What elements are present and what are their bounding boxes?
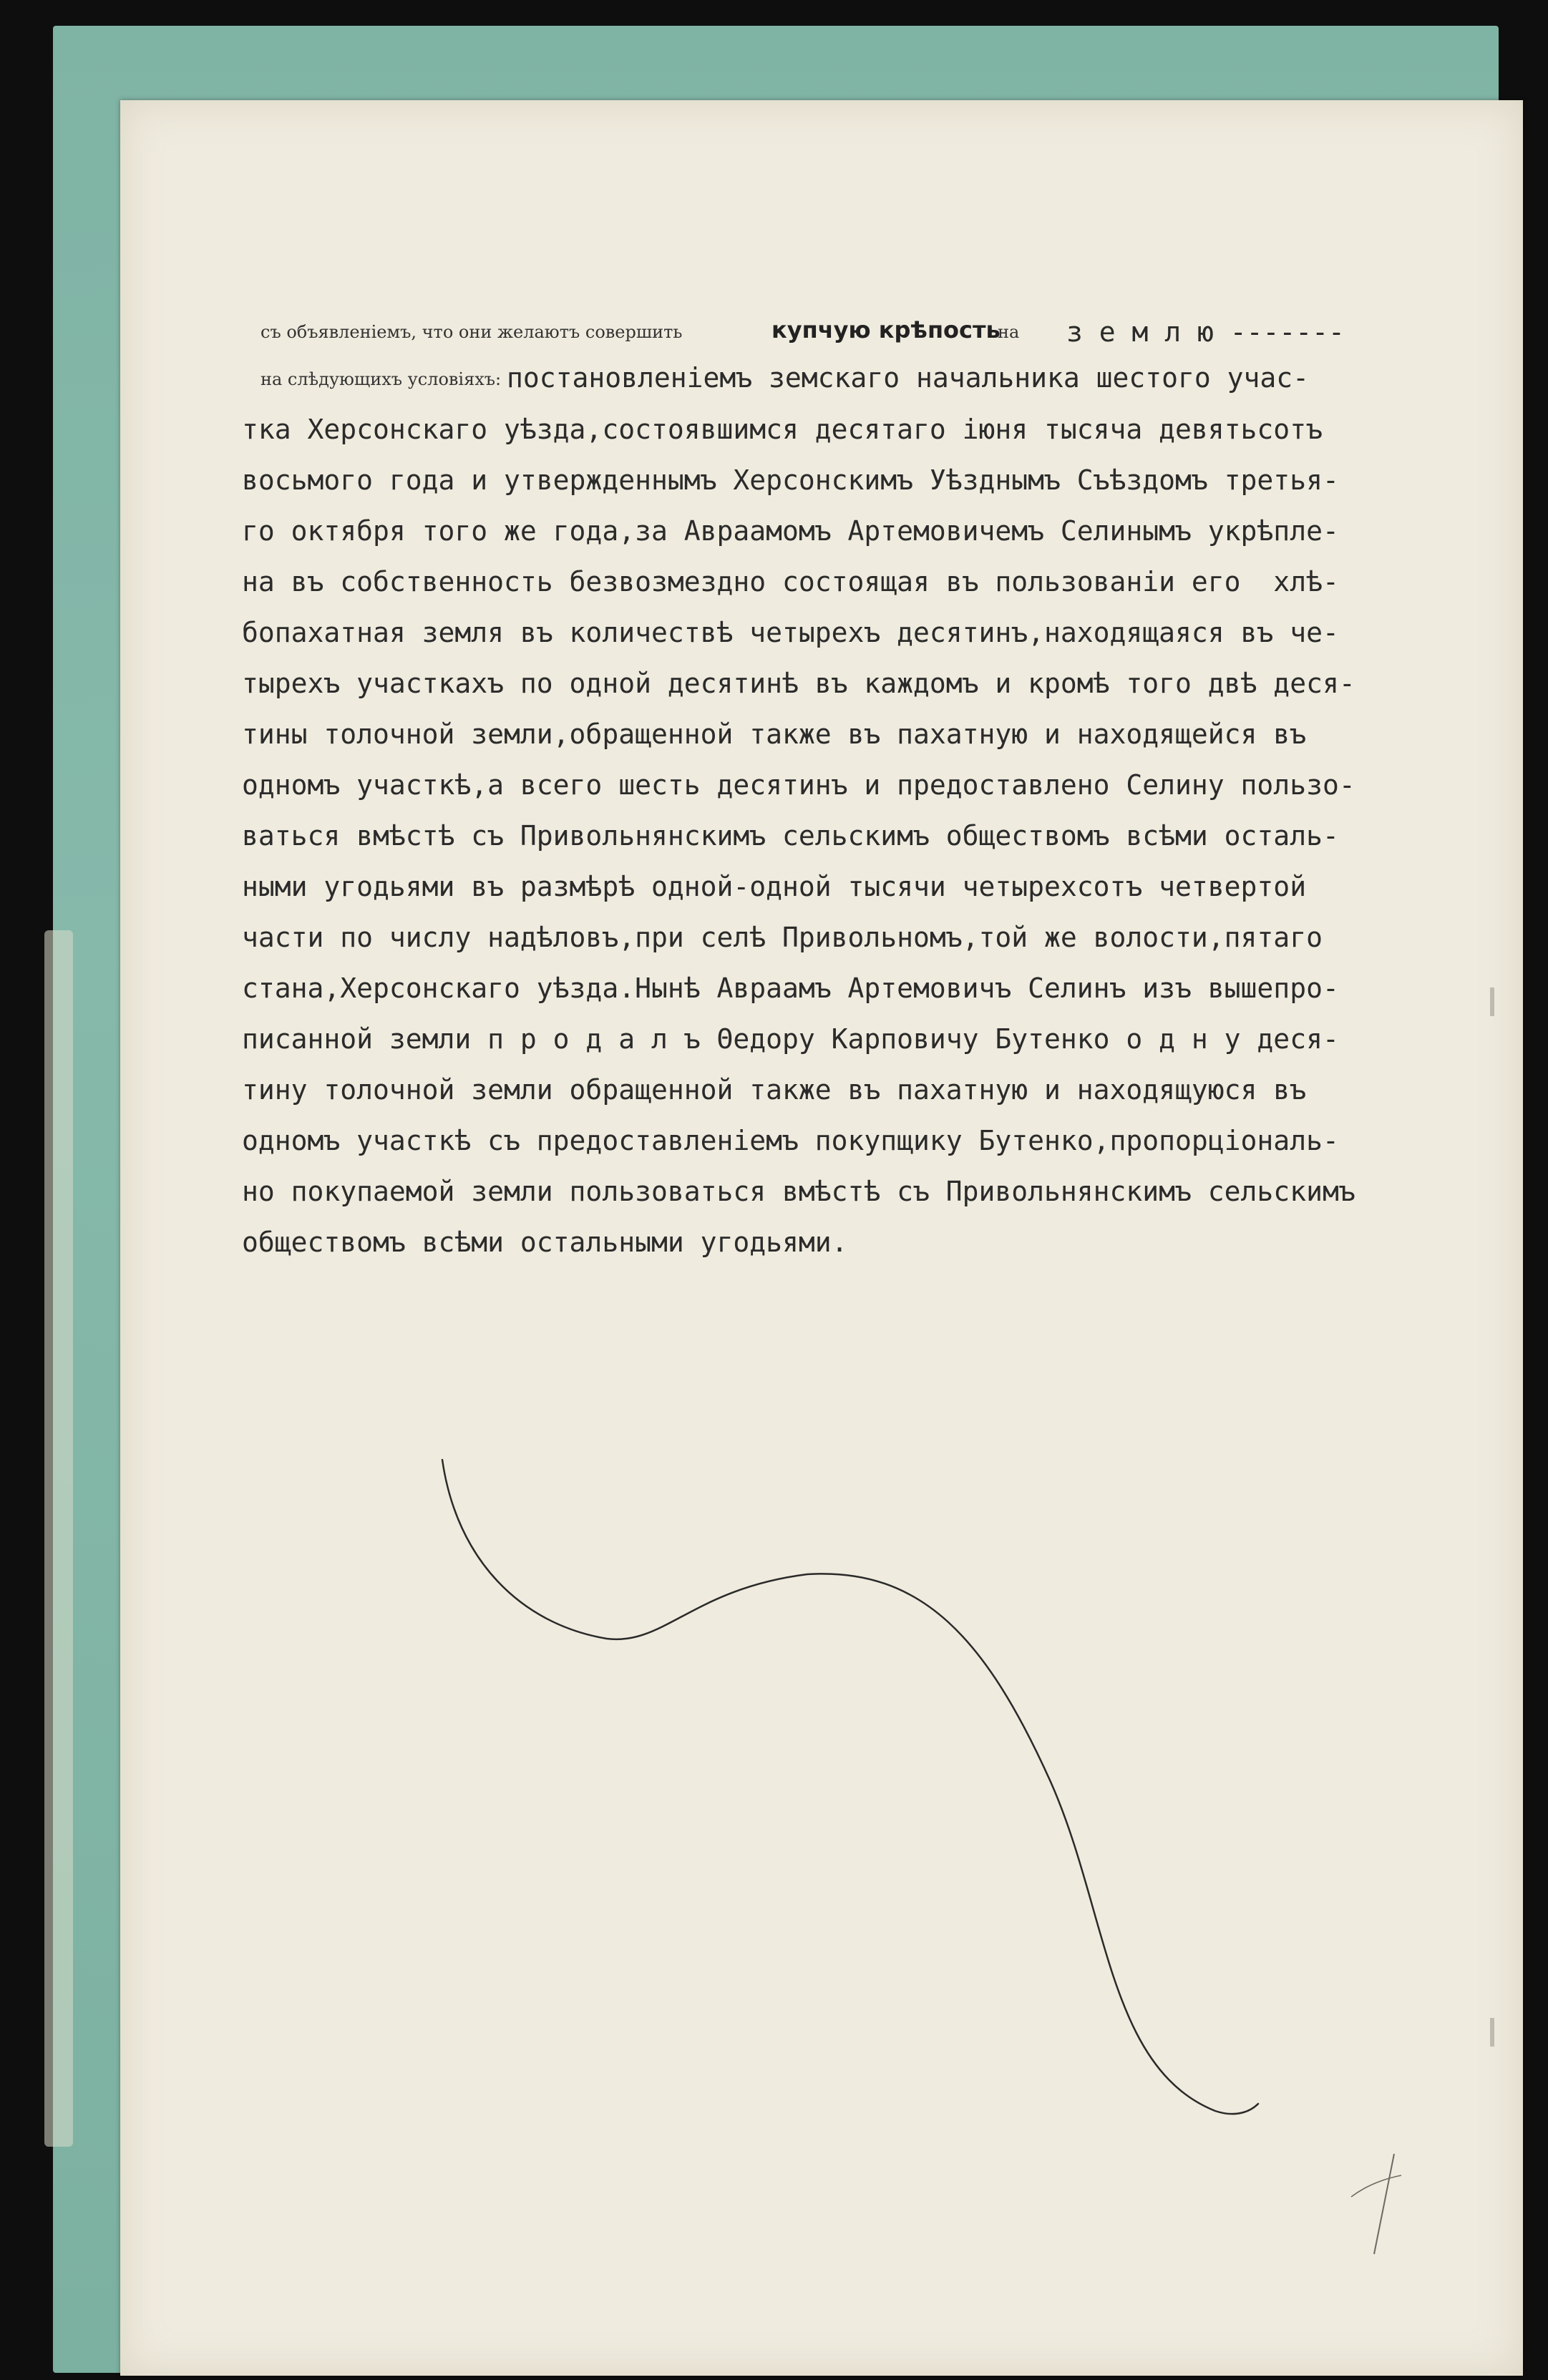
typed-line: одномъ участкѣ,а всего шесть десятинъ и предоставлено Селину пользо- bbox=[242, 769, 1355, 801]
document-page bbox=[120, 100, 1523, 2376]
folder-torn-edge bbox=[44, 930, 73, 2147]
typed-line: тины толочной земли,обращенной также въ пахатную и находящейся въ bbox=[242, 718, 1307, 750]
page-edge-mark bbox=[1490, 987, 1494, 1016]
page-edge-mark bbox=[1490, 2018, 1494, 2047]
typed-line: ваться вмѣстѣ съ Привольнянскимъ сельскимъ обществомъ всѣми осталь- bbox=[242, 820, 1339, 852]
typed-line: тырехъ участкахъ по одной десятинѣ въ каждомъ и кромѣ того двѣ деся- bbox=[242, 668, 1355, 699]
typed-line: восьмого года и утвержденнымъ Херсонскимъ Уѣзднымъ Съѣздомъ третья- bbox=[242, 464, 1339, 496]
typed-line: обществомъ всѣми остальными угодьями. bbox=[242, 1226, 848, 1258]
typed-line: писанной земли п р о д а л ъ Θедору Карповичу Бутенко о д н у деся- bbox=[242, 1023, 1339, 1055]
typed-line: го октября того же года,за Авраамомъ Артемовичемъ Селинымъ укрѣпле- bbox=[242, 515, 1339, 547]
printed-conditions: на слѣдующихъ условіяхъ: bbox=[261, 369, 502, 389]
typed-line: но покупаемой земли пользоваться вмѣстѣ съ Привольнянскимъ сельскимъ bbox=[242, 1176, 1355, 1207]
typed-line: стана,Херсонскаго уѣзда.Нынѣ Авраамъ Артемовичъ Селинъ изъ вышепро- bbox=[242, 972, 1339, 1004]
typed-line-first: постановленіемъ земскаго начальника шестого учас- bbox=[507, 362, 1310, 394]
typed-line: на въ собственность безвозмездно состоящая въ пользованіи его хлѣ- bbox=[242, 566, 1339, 598]
printed-intro: съ объявленіемъ, что они желаютъ совершить bbox=[261, 322, 683, 342]
typed-line: тка Херсонскаго уѣзда,состоявшимся десятаго іюня тысяча девятьсотъ bbox=[242, 414, 1323, 445]
subject-typed: з е м л ю ------- bbox=[1066, 316, 1345, 348]
typed-line: ными угодьями въ размѣрѣ одной-одной тысячи четырехсотъ четвертой bbox=[242, 871, 1307, 902]
typed-line: бопахатная земля въ количествѣ четырехъ десятинъ,находящаяся въ че- bbox=[242, 617, 1339, 648]
typed-line: одномъ участкѣ съ предоставленіемъ покупщику Бутенко,пропорціональ- bbox=[242, 1125, 1339, 1156]
typed-line: части по числу надѣловъ,при селѣ Привольномъ,той же волости,пятаго bbox=[242, 922, 1323, 953]
printed-on: на bbox=[998, 322, 1020, 342]
pen-stroke-mark bbox=[120, 100, 1523, 2376]
deed-type: купчую крѣпость bbox=[771, 316, 1001, 343]
typed-line: тину толочной земли обращенной также въ пахатную и находящуюся въ bbox=[242, 1074, 1307, 1106]
